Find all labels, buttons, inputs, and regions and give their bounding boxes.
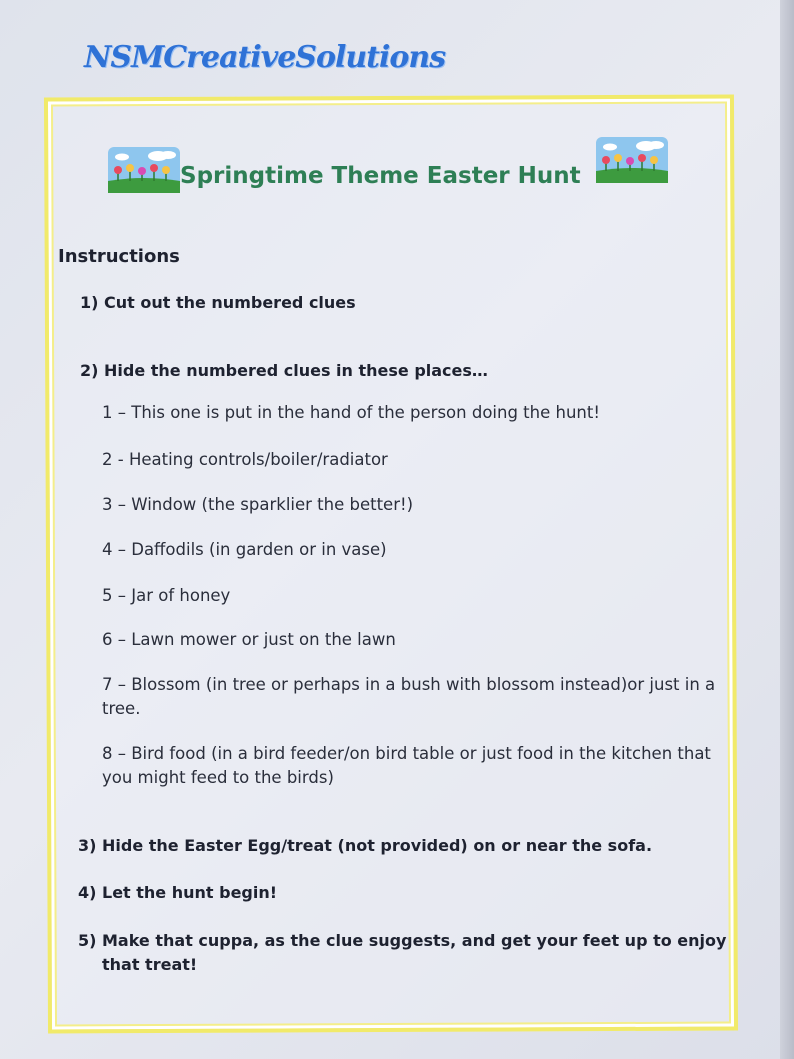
- instructions-heading: Instructions: [58, 246, 180, 267]
- step-item: [78, 834, 652, 858]
- step-number: 4): [78, 883, 97, 902]
- spring-flowers-icon: [596, 137, 668, 183]
- page-title: Springtime Theme Easter Hunt: [180, 163, 581, 189]
- step-number: 3): [78, 836, 97, 855]
- step-item: [78, 881, 277, 905]
- step-item: [80, 359, 488, 383]
- step-text: Hide the numbered clues in these places…: [104, 361, 488, 380]
- step-text: Cut out the numbered clues: [104, 293, 356, 312]
- clue-item: 3 – Window (the sparklier the better!): [102, 495, 414, 514]
- paper-edge: [780, 0, 794, 1059]
- step-number: 2): [80, 361, 99, 380]
- clue-item: 5 – Jar of honey: [102, 586, 231, 605]
- step-number: 1): [80, 293, 99, 312]
- step-item: [80, 291, 356, 315]
- clue-item: 8 – Bird food (in a bird feeder/on bird table or just food in the kitchen that you might feed to the birds): [102, 744, 711, 787]
- clue-item: 4 – Daffodils (in garden or in vase): [102, 540, 387, 559]
- step-text: Let the hunt begin!: [102, 883, 278, 902]
- clue-item: 1 – This one is put in the hand of the person doing the hunt!: [102, 403, 600, 422]
- step-text: Hide the Easter Egg/treat (not provided) on or near the sofa.: [102, 836, 653, 855]
- step-number: 5): [78, 931, 97, 950]
- clue-item: 2 - Heating controls/boiler/radiator: [102, 450, 388, 469]
- clue-item: 7 – Blossom (in tree or perhaps in a bush with blossom instead)or just in a tree.: [102, 675, 716, 718]
- step-text: Make that cuppa, as the clue suggests, and get your feet up to enjoy that treat!: [102, 931, 727, 974]
- clue-item: 6 – Lawn mower or just on the lawn: [102, 630, 396, 649]
- title-row: [108, 145, 673, 205]
- step-item: [78, 929, 742, 977]
- brand-logo: NSMCreativeSolutions: [84, 40, 446, 75]
- spring-flowers-icon: [108, 147, 180, 193]
